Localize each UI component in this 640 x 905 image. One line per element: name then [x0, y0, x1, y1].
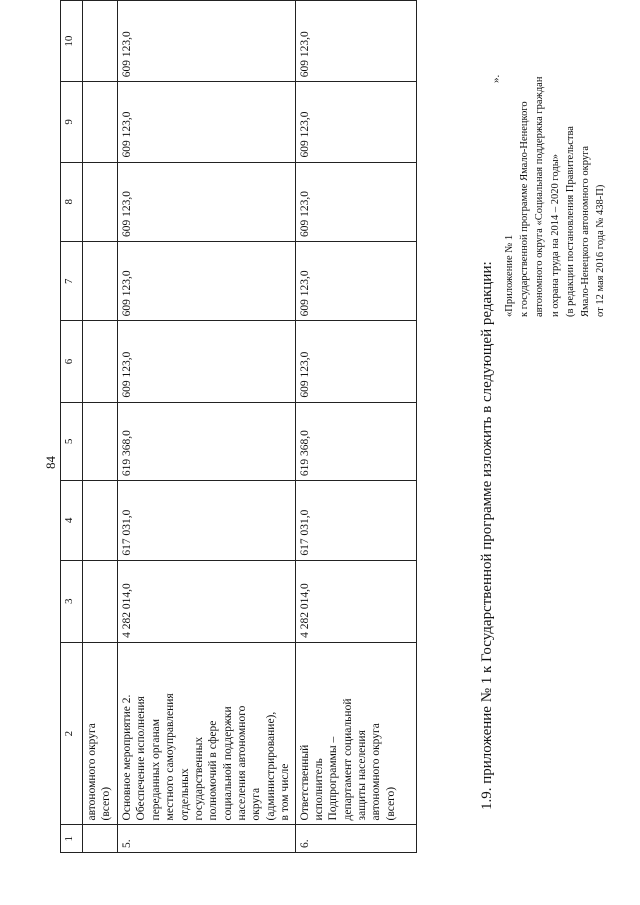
- value-cell: [83, 402, 118, 481]
- row-name-line: (всего): [100, 786, 113, 821]
- row-name-line: департамент социальной: [341, 698, 354, 821]
- row-number: 6.: [295, 825, 416, 853]
- table-row: [295, 1, 416, 853]
- appendix-header-line: автономного округа «Социальная поддержка граждан: [534, 76, 546, 317]
- value-cell: 617 031,0: [118, 481, 296, 560]
- column-header: 6: [61, 321, 83, 402]
- row-name-line: исполнитель: [312, 758, 325, 821]
- value-cell: 609 123,0: [295, 241, 416, 320]
- column-header: 3: [61, 560, 83, 642]
- value-cell: 619 368,0: [295, 402, 416, 481]
- row-name-line: полномочий в сфере: [207, 720, 220, 821]
- closing-quote-mark: ».: [490, 74, 502, 83]
- value-cell: 609 123,0: [295, 1, 416, 82]
- value-cell: 609 123,0: [118, 162, 296, 241]
- value-cell: [83, 241, 118, 320]
- value-cell: 609 123,0: [118, 1, 296, 82]
- row-name-line: (администрирование),: [264, 711, 277, 821]
- row-number: 5.: [118, 825, 296, 853]
- table-row: [118, 1, 296, 853]
- row-name-line: Основное мероприятие 2.: [121, 694, 133, 821]
- row-number: [83, 825, 118, 853]
- appendix-header-line: «Приложение № 1: [504, 234, 515, 317]
- row-name-line: защиты населения: [356, 730, 368, 821]
- value-cell: 609 123,0: [118, 241, 296, 320]
- appendix-header-line: и охрана труда на 2014 – 2020 годы»: [549, 153, 561, 317]
- program-table: [60, 0, 417, 853]
- value-cell: 4 282 014,0: [118, 560, 296, 642]
- appendix-header-line: от 12 мая 2016 года № 438-П): [595, 184, 607, 317]
- row-name-line: Ответственный: [298, 744, 311, 821]
- row-name-line: переданных органам: [149, 719, 162, 821]
- value-cell: [83, 560, 118, 642]
- row-name: [118, 642, 296, 825]
- column-header: 10: [61, 1, 83, 82]
- appendix-header-line: Ямало-Ненецкого автономного округа: [580, 145, 592, 317]
- row-name-line: в том числе: [279, 763, 292, 821]
- table-row: [83, 1, 118, 853]
- row-name-line: (всего): [384, 786, 397, 821]
- value-cell: 4 282 014,0: [295, 560, 416, 642]
- value-cell: 609 123,0: [295, 82, 416, 162]
- appendix-header-line: к государственной программе Ямало-Ненецкого: [519, 101, 531, 317]
- column-header: 2: [61, 642, 83, 825]
- value-cell: 609 123,0: [118, 82, 296, 162]
- appendix-header-line: (в редакции постановления Правительства: [564, 126, 576, 317]
- table-header-row: [61, 1, 83, 853]
- row-name-line: Обеспечение исполнения: [135, 696, 148, 821]
- column-header: 8: [61, 162, 83, 241]
- row-name-line: отдельных: [178, 768, 191, 821]
- row-name-line: автономного округа: [370, 723, 383, 821]
- amendment-instruction: 1.9. приложение № 1 к Государственной программе изложить в следующей редакции:: [479, 261, 495, 810]
- value-cell: [83, 162, 118, 241]
- row-name-line: Подпрограммы –: [327, 736, 340, 821]
- row-name: [295, 642, 416, 825]
- value-cell: 609 123,0: [118, 321, 296, 402]
- row-name-line: государственных: [192, 736, 205, 821]
- value-cell: [83, 82, 118, 162]
- value-cell: [83, 481, 118, 560]
- value-cell: [83, 1, 118, 82]
- row-name: [83, 642, 118, 825]
- value-cell: 609 123,0: [295, 321, 416, 402]
- column-header: 4: [61, 481, 83, 560]
- column-header: 7: [61, 241, 83, 320]
- appendix-header: [502, 77, 609, 317]
- row-name-line: автономного округа: [86, 723, 98, 821]
- page-number: 84: [43, 456, 58, 469]
- value-cell: 619 368,0: [118, 402, 296, 481]
- column-header: 9: [61, 82, 83, 162]
- column-header: 1: [61, 825, 83, 853]
- row-name-line: местного самоуправления: [164, 693, 177, 821]
- row-name-line: населения автономного: [236, 705, 248, 821]
- row-name-line: социальной поддержки: [221, 706, 234, 821]
- column-header: 5: [61, 402, 83, 481]
- value-cell: 609 123,0: [295, 162, 416, 241]
- row-name-line: округа: [250, 787, 263, 821]
- value-cell: 617 031,0: [295, 481, 416, 560]
- value-cell: [83, 321, 118, 402]
